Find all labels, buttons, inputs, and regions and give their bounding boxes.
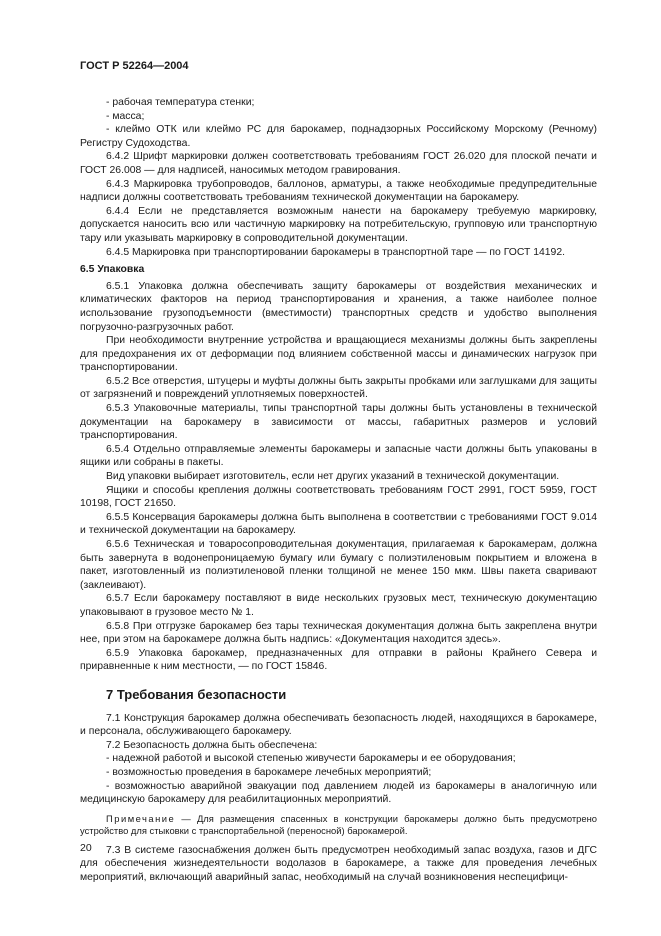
paragraph: Ящики и способы крепления должны соответствовать требованиям ГОСТ 2991, ГОСТ 5959, ГОСТ 10198, ГОСТ 21650. — [80, 484, 597, 510]
note-text: — Для размещения спасенных в конструкции барокамеры должно быть предусмотрено устройство для стыковки с транспортабельной (переносной) барокамерой. — [80, 812, 597, 837]
paragraph: 6.4.4 Если не представляется возможным нанести на барокамеру требуемую маркировку, допускается наносить всю или частичную маркировку на потребительскую, групповую или транспортную тару или указывать маркировку в сопроводительной документации. — [80, 205, 597, 244]
document-body — [80, 96, 597, 885]
list-item: - возможностью аварийной эвакуации под давлением людей из барокамеры в аналогичную или медицинскую барокамеру для реабилитационных мероприятий. — [80, 780, 597, 806]
list-item: - возможностью проведения в барокамере лечебных мероприятий; — [106, 766, 432, 778]
note-label: Примечание — [106, 812, 176, 824]
paragraph: 6.4.2 Шрифт маркировки должен соответствовать требованиям ГОСТ 26.020 для плоской печати и ГОСТ 26.008 — для надписей, наносимых методом гравирования. — [80, 151, 597, 176]
paragraph: 6.5.7 Если барокамеру поставляют в виде нескольких грузовых мест, техническую документацию упаковывают в грузовое место № 1. — [80, 593, 597, 618]
page-number: 20 — [80, 842, 92, 854]
list-item: - надежной работой и высокой степенью живучести барокамеры и ее оборудования; — [106, 753, 516, 765]
document-code: ГОСТ Р 52264—2004 — [80, 60, 189, 72]
paragraph: 7.2 Безопасность должна быть обеспечена: — [106, 739, 318, 751]
paragraph: 6.5.2 Все отверстия, штуцеры и муфты должны быть закрыты пробками или заглушками для защиты от загрязнений и повреждений уплотняемых поверхностей. — [80, 375, 597, 401]
paragraph: 6.4.5 Маркировка при транспортировании барокамеры в транспортной таре — по ГОСТ 14192. — [106, 246, 566, 258]
paragraph: 6.5.4 Отдельно отправляемые элементы барокамеры и запасные части должны быть упакованы в ящики или собраны в пакеты. — [80, 443, 597, 469]
paragraph: 7.3 В системе газоснабжения должен быть предусмотрен необходимый запас воздуха, газов и ДГС для обеспечения жизнедеятельности водолазов в барокамере, а также для проведения лечебных мероприятий, включающий аварийный запас, необходимый на случай возникновения неспецифици- — [80, 844, 597, 884]
paragraph: При необходимости внутренние устройства и вращающиеся механизмы должны быть закреплены для предохранения их от деформации под влиянием собственной массы и динамических нагрузок при транспортировании. — [80, 335, 597, 374]
paragraph: Вид упаковки выбирает изготовитель, если нет других указаний в технической документации. — [106, 471, 560, 483]
chapter-heading: 7 Требования безопасности — [106, 686, 287, 702]
section-heading: 6.5 Упаковка — [80, 264, 145, 276]
paragraph: 6.4.3 Маркировка трубопроводов, баллонов, арматуры, а также необходимые предупредительные надписи должны соответствовать требованиям технической документации на барокамеру. — [80, 178, 597, 204]
list-item: - клеймо ОТК или клеймо РС для барокамер, поднадзорных Российскому Морскому (Речному) Регистру Судоходства. — [80, 124, 597, 149]
paragraph: 7.1 Конструкция барокамер должна обеспечивать безопасность людей, находящихся в барокамере, и персонала, обслуживающего барокамеру. — [80, 712, 597, 738]
paragraph: 6.5.1 Упаковка должна обеспечивать защиту барокамеры от воздействия механических и климатических факторов на период транспортирования и хранения, а также наиболее полное использование грузоподъемности (вместимости) транспортных средств и удобство выполнения погрузочно-разгрузочных работ. — [80, 280, 597, 333]
note — [80, 813, 597, 838]
paragraph: 6.5.5 Консервация барокамеры должна быть выполнена в соответствии с требованиями ГОСТ 9.014 и технической документации на барокамеру. — [80, 511, 597, 537]
paragraph: 6.5.6 Техническая и товаросопроводительная документация, прилагаемая к барокамерам, должна быть завернута в водонепроницаемую бумагу или бумагу с полиэтиленовым покрытием и вложена в пакет, изготовленный из полиэтиленовой пленки толщиной не менее 150 мкм. Швы пакета сваривают (заклеивают). — [80, 539, 597, 591]
paragraph: 6.5.3 Упаковочные материалы, типы транспортной тары должны быть установлены в технической документации на барокамеру в зависимости от массы, габаритных размеров и условий транспортирования. — [80, 403, 597, 442]
list-item: - рабочая температура стенки; — [106, 97, 255, 108]
paragraph: 6.5.9 Упаковка барокамер, предназначенных для отправки в районы Крайнего Севера и приравненные к ним местности, — по ГОСТ 15846. — [80, 647, 597, 673]
paragraph: 6.5.8 При отгрузке барокамер без тары техническая документация должна быть закреплена внутри нее, при этом на барокамере должна быть надпись: «Документация находится здесь». — [80, 620, 597, 646]
list-item: - масса; — [106, 110, 145, 122]
